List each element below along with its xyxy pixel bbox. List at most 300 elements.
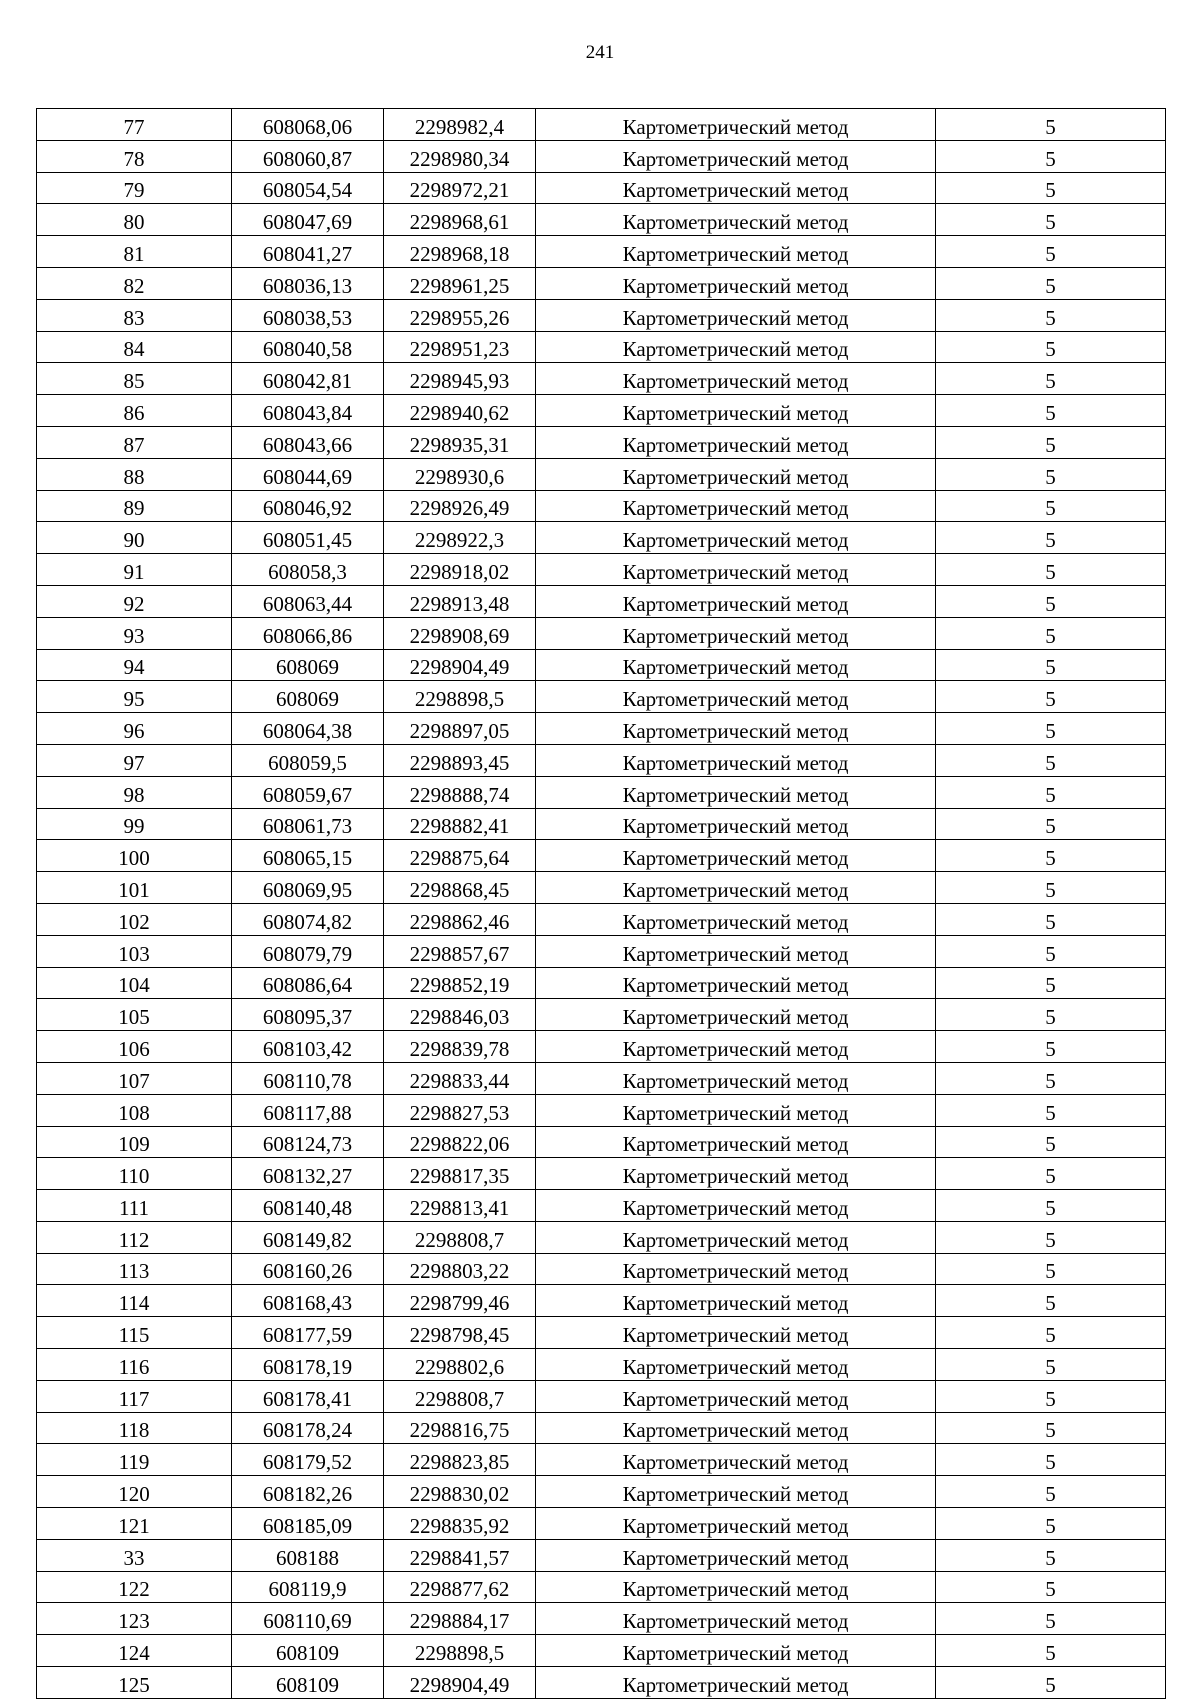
table-row (37, 109, 1166, 141)
table-row (37, 1126, 1166, 1158)
accuracy-cell: 5 (936, 1031, 1166, 1063)
x-coordinate-cell: 608160,26 (232, 1253, 384, 1285)
x-coordinate-cell: 608038,53 (232, 299, 384, 331)
accuracy-cell: 5 (936, 267, 1166, 299)
x-coordinate-cell: 608043,66 (232, 426, 384, 458)
accuracy-cell: 5 (936, 109, 1166, 141)
table-row (37, 903, 1166, 935)
accuracy-cell: 5 (936, 1667, 1166, 1699)
method-cell: Картометрический метод (536, 109, 936, 141)
accuracy-cell: 5 (936, 1571, 1166, 1603)
y-coordinate-cell: 2298877,62 (384, 1571, 536, 1603)
accuracy-cell: 5 (936, 458, 1166, 490)
point-number-cell: 105 (37, 999, 232, 1031)
y-coordinate-cell: 2298913,48 (384, 585, 536, 617)
x-coordinate-cell: 608069 (232, 681, 384, 713)
x-coordinate-cell: 608063,44 (232, 585, 384, 617)
method-cell: Картометрический метод (536, 490, 936, 522)
y-coordinate-cell: 2298823,85 (384, 1444, 536, 1476)
x-coordinate-cell: 608188 (232, 1539, 384, 1571)
x-coordinate-cell: 608074,82 (232, 903, 384, 935)
accuracy-cell: 5 (936, 999, 1166, 1031)
point-number-cell: 125 (37, 1667, 232, 1699)
y-coordinate-cell: 2298980,34 (384, 140, 536, 172)
method-cell: Картометрический метод (536, 1508, 936, 1540)
method-cell: Картометрический метод (536, 1317, 936, 1349)
x-coordinate-cell: 608109 (232, 1667, 384, 1699)
y-coordinate-cell: 2298813,41 (384, 1190, 536, 1222)
method-cell: Картометрический метод (536, 1221, 936, 1253)
table-row (37, 1444, 1166, 1476)
method-cell: Картометрический метод (536, 554, 936, 586)
table-row (37, 967, 1166, 999)
accuracy-cell: 5 (936, 1508, 1166, 1540)
y-coordinate-cell: 2298799,46 (384, 1285, 536, 1317)
accuracy-cell: 5 (936, 681, 1166, 713)
table-row (37, 236, 1166, 268)
point-number-cell: 111 (37, 1190, 232, 1222)
x-coordinate-cell: 608061,73 (232, 808, 384, 840)
x-coordinate-cell: 608182,26 (232, 1476, 384, 1508)
method-cell: Картометрический метод (536, 872, 936, 904)
y-coordinate-cell: 2298940,62 (384, 395, 536, 427)
point-number-cell: 113 (37, 1253, 232, 1285)
table-row (37, 1031, 1166, 1063)
method-cell: Картометрический метод (536, 1635, 936, 1667)
x-coordinate-cell: 608059,5 (232, 744, 384, 776)
method-cell: Картометрический метод (536, 1667, 936, 1699)
x-coordinate-cell: 608177,59 (232, 1317, 384, 1349)
table-row (37, 1603, 1166, 1635)
x-coordinate-cell: 608168,43 (232, 1285, 384, 1317)
x-coordinate-cell: 608086,64 (232, 967, 384, 999)
accuracy-cell: 5 (936, 1221, 1166, 1253)
x-coordinate-cell: 608079,79 (232, 935, 384, 967)
table-row (37, 395, 1166, 427)
accuracy-cell: 5 (936, 649, 1166, 681)
method-cell: Картометрический метод (536, 1158, 936, 1190)
y-coordinate-cell: 2298816,75 (384, 1412, 536, 1444)
x-coordinate-cell: 608069,95 (232, 872, 384, 904)
x-coordinate-cell: 608059,67 (232, 776, 384, 808)
point-number-cell: 77 (37, 109, 232, 141)
y-coordinate-cell: 2298908,69 (384, 617, 536, 649)
point-number-cell: 120 (37, 1476, 232, 1508)
table-row (37, 1221, 1166, 1253)
point-number-cell: 97 (37, 744, 232, 776)
point-number-cell: 115 (37, 1317, 232, 1349)
y-coordinate-cell: 2298868,45 (384, 872, 536, 904)
y-coordinate-cell: 2298897,05 (384, 713, 536, 745)
point-number-cell: 81 (37, 236, 232, 268)
y-coordinate-cell: 2298802,6 (384, 1349, 536, 1381)
accuracy-cell: 5 (936, 236, 1166, 268)
point-number-cell: 103 (37, 935, 232, 967)
table-row (37, 172, 1166, 204)
table-row (37, 426, 1166, 458)
method-cell: Картометрический метод (536, 585, 936, 617)
x-coordinate-cell: 608103,42 (232, 1031, 384, 1063)
x-coordinate-cell: 608064,38 (232, 713, 384, 745)
point-number-cell: 117 (37, 1380, 232, 1412)
table-row (37, 776, 1166, 808)
accuracy-cell: 5 (936, 395, 1166, 427)
x-coordinate-cell: 608044,69 (232, 458, 384, 490)
table-row (37, 999, 1166, 1031)
y-coordinate-cell: 2298888,74 (384, 776, 536, 808)
method-cell: Картометрический метод (536, 776, 936, 808)
x-coordinate-cell: 608069 (232, 649, 384, 681)
x-coordinate-cell: 608117,88 (232, 1094, 384, 1126)
point-number-cell: 91 (37, 554, 232, 586)
accuracy-cell: 5 (936, 1380, 1166, 1412)
method-cell: Картометрический метод (536, 1476, 936, 1508)
table-row (37, 1094, 1166, 1126)
y-coordinate-cell: 2298839,78 (384, 1031, 536, 1063)
method-cell: Картометрический метод (536, 140, 936, 172)
table-row (37, 1667, 1166, 1699)
y-coordinate-cell: 2298835,92 (384, 1508, 536, 1540)
coordinates-table-body (37, 109, 1166, 1699)
point-number-cell: 112 (37, 1221, 232, 1253)
y-coordinate-cell: 2298808,7 (384, 1221, 536, 1253)
accuracy-cell: 5 (936, 1412, 1166, 1444)
y-coordinate-cell: 2298830,02 (384, 1476, 536, 1508)
y-coordinate-cell: 2298898,5 (384, 681, 536, 713)
accuracy-cell: 5 (936, 1158, 1166, 1190)
x-coordinate-cell: 608065,15 (232, 840, 384, 872)
point-number-cell: 106 (37, 1031, 232, 1063)
accuracy-cell: 5 (936, 935, 1166, 967)
x-coordinate-cell: 608185,09 (232, 1508, 384, 1540)
point-number-cell: 121 (37, 1508, 232, 1540)
accuracy-cell: 5 (936, 140, 1166, 172)
accuracy-cell: 5 (936, 204, 1166, 236)
accuracy-cell: 5 (936, 490, 1166, 522)
table-row (37, 1285, 1166, 1317)
table-row (37, 267, 1166, 299)
y-coordinate-cell: 2298884,17 (384, 1603, 536, 1635)
method-cell: Картометрический метод (536, 331, 936, 363)
method-cell: Картометрический метод (536, 267, 936, 299)
method-cell: Картометрический метод (536, 649, 936, 681)
method-cell: Картометрический метод (536, 617, 936, 649)
table-row (37, 713, 1166, 745)
point-number-cell: 100 (37, 840, 232, 872)
y-coordinate-cell: 2298951,23 (384, 331, 536, 363)
accuracy-cell: 5 (936, 1444, 1166, 1476)
y-coordinate-cell: 2298935,31 (384, 426, 536, 458)
table-row (37, 1539, 1166, 1571)
point-number-cell: 92 (37, 585, 232, 617)
x-coordinate-cell: 608110,69 (232, 1603, 384, 1635)
method-cell: Картометрический метод (536, 935, 936, 967)
accuracy-cell: 5 (936, 331, 1166, 363)
method-cell: Картометрический метод (536, 1539, 936, 1571)
x-coordinate-cell: 608119,9 (232, 1571, 384, 1603)
point-number-cell: 84 (37, 331, 232, 363)
x-coordinate-cell: 608068,06 (232, 109, 384, 141)
table-row (37, 1253, 1166, 1285)
point-number-cell: 109 (37, 1126, 232, 1158)
table-row (37, 1476, 1166, 1508)
point-number-cell: 116 (37, 1349, 232, 1381)
y-coordinate-cell: 2298817,35 (384, 1158, 536, 1190)
point-number-cell: 90 (37, 522, 232, 554)
x-coordinate-cell: 608036,13 (232, 267, 384, 299)
x-coordinate-cell: 608132,27 (232, 1158, 384, 1190)
accuracy-cell: 5 (936, 808, 1166, 840)
method-cell: Картометрический метод (536, 999, 936, 1031)
x-coordinate-cell: 608149,82 (232, 1221, 384, 1253)
method-cell: Картометрический метод (536, 1031, 936, 1063)
accuracy-cell: 5 (936, 1126, 1166, 1158)
method-cell: Картометрический метод (536, 1253, 936, 1285)
accuracy-cell: 5 (936, 872, 1166, 904)
x-coordinate-cell: 608066,86 (232, 617, 384, 649)
y-coordinate-cell: 2298808,7 (384, 1380, 536, 1412)
accuracy-cell: 5 (936, 713, 1166, 745)
accuracy-cell: 5 (936, 1190, 1166, 1222)
table-row (37, 935, 1166, 967)
table-row (37, 1508, 1166, 1540)
page-number: 241 (585, 42, 615, 63)
x-coordinate-cell: 608046,92 (232, 490, 384, 522)
accuracy-cell: 5 (936, 776, 1166, 808)
x-coordinate-cell: 608051,45 (232, 522, 384, 554)
point-number-cell: 102 (37, 903, 232, 935)
point-number-cell: 118 (37, 1412, 232, 1444)
y-coordinate-cell: 2298857,67 (384, 935, 536, 967)
accuracy-cell: 5 (936, 1635, 1166, 1667)
method-cell: Картометрический метод (536, 681, 936, 713)
y-coordinate-cell: 2298798,45 (384, 1317, 536, 1349)
accuracy-cell: 5 (936, 299, 1166, 331)
point-number-cell: 99 (37, 808, 232, 840)
table-row (37, 872, 1166, 904)
y-coordinate-cell: 2298904,49 (384, 649, 536, 681)
point-number-cell: 87 (37, 426, 232, 458)
y-coordinate-cell: 2298955,26 (384, 299, 536, 331)
x-coordinate-cell: 608124,73 (232, 1126, 384, 1158)
method-cell: Картометрический метод (536, 522, 936, 554)
point-number-cell: 119 (37, 1444, 232, 1476)
table-row (37, 649, 1166, 681)
table-row (37, 1571, 1166, 1603)
point-number-cell: 110 (37, 1158, 232, 1190)
table-row (37, 1190, 1166, 1222)
y-coordinate-cell: 2298841,57 (384, 1539, 536, 1571)
accuracy-cell: 5 (936, 1476, 1166, 1508)
y-coordinate-cell: 2298882,41 (384, 808, 536, 840)
y-coordinate-cell: 2298852,19 (384, 967, 536, 999)
point-number-cell: 114 (37, 1285, 232, 1317)
point-number-cell: 80 (37, 204, 232, 236)
table-row (37, 681, 1166, 713)
method-cell: Картометрический метод (536, 363, 936, 395)
y-coordinate-cell: 2298833,44 (384, 1062, 536, 1094)
method-cell: Картометрический метод (536, 1444, 936, 1476)
y-coordinate-cell: 2298982,4 (384, 109, 536, 141)
x-coordinate-cell: 608060,87 (232, 140, 384, 172)
y-coordinate-cell: 2298862,46 (384, 903, 536, 935)
y-coordinate-cell: 2298803,22 (384, 1253, 536, 1285)
x-coordinate-cell: 608140,48 (232, 1190, 384, 1222)
accuracy-cell: 5 (936, 1253, 1166, 1285)
y-coordinate-cell: 2298968,18 (384, 236, 536, 268)
x-coordinate-cell: 608178,19 (232, 1349, 384, 1381)
method-cell: Картометрический метод (536, 395, 936, 427)
method-cell: Картометрический метод (536, 1349, 936, 1381)
method-cell: Картометрический метод (536, 840, 936, 872)
y-coordinate-cell: 2298972,21 (384, 172, 536, 204)
accuracy-cell: 5 (936, 1285, 1166, 1317)
accuracy-cell: 5 (936, 554, 1166, 586)
x-coordinate-cell: 608178,41 (232, 1380, 384, 1412)
y-coordinate-cell: 2298898,5 (384, 1635, 536, 1667)
table-row (37, 744, 1166, 776)
method-cell: Картометрический метод (536, 713, 936, 745)
accuracy-cell: 5 (936, 363, 1166, 395)
accuracy-cell: 5 (936, 1062, 1166, 1094)
table-row (37, 840, 1166, 872)
accuracy-cell: 5 (936, 522, 1166, 554)
method-cell: Картометрический метод (536, 1603, 936, 1635)
table-row (37, 617, 1166, 649)
point-number-cell: 104 (37, 967, 232, 999)
point-number-cell: 101 (37, 872, 232, 904)
x-coordinate-cell: 608047,69 (232, 204, 384, 236)
method-cell: Картометрический метод (536, 172, 936, 204)
method-cell: Картометрический метод (536, 236, 936, 268)
x-coordinate-cell: 608054,54 (232, 172, 384, 204)
x-coordinate-cell: 608178,24 (232, 1412, 384, 1444)
point-number-cell: 122 (37, 1571, 232, 1603)
point-number-cell: 78 (37, 140, 232, 172)
accuracy-cell: 5 (936, 840, 1166, 872)
method-cell: Картометрический метод (536, 903, 936, 935)
method-cell: Картометрический метод (536, 1094, 936, 1126)
table-row (37, 140, 1166, 172)
point-number-cell: 94 (37, 649, 232, 681)
point-number-cell: 123 (37, 1603, 232, 1635)
table-row (37, 299, 1166, 331)
point-number-cell: 85 (37, 363, 232, 395)
accuracy-cell: 5 (936, 1317, 1166, 1349)
accuracy-cell: 5 (936, 585, 1166, 617)
x-coordinate-cell: 608043,84 (232, 395, 384, 427)
table-row (37, 1349, 1166, 1381)
method-cell: Картометрический метод (536, 1190, 936, 1222)
coordinates-table (36, 108, 1166, 1699)
method-cell: Картометрический метод (536, 808, 936, 840)
point-number-cell: 98 (37, 776, 232, 808)
table-row (37, 1412, 1166, 1444)
table-row (37, 204, 1166, 236)
table-row (37, 585, 1166, 617)
method-cell: Картометрический метод (536, 458, 936, 490)
table-row (37, 331, 1166, 363)
x-coordinate-cell: 608041,27 (232, 236, 384, 268)
y-coordinate-cell: 2298875,64 (384, 840, 536, 872)
y-coordinate-cell: 2298893,45 (384, 744, 536, 776)
point-number-cell: 124 (37, 1635, 232, 1667)
accuracy-cell: 5 (936, 1539, 1166, 1571)
x-coordinate-cell: 608058,3 (232, 554, 384, 586)
table-row (37, 808, 1166, 840)
y-coordinate-cell: 2298827,53 (384, 1094, 536, 1126)
table-row (37, 1062, 1166, 1094)
point-number-cell: 33 (37, 1539, 232, 1571)
point-number-cell: 86 (37, 395, 232, 427)
point-number-cell: 108 (37, 1094, 232, 1126)
y-coordinate-cell: 2298918,02 (384, 554, 536, 586)
y-coordinate-cell: 2298922,3 (384, 522, 536, 554)
point-number-cell: 107 (37, 1062, 232, 1094)
method-cell: Картометрический метод (536, 426, 936, 458)
point-number-cell: 88 (37, 458, 232, 490)
method-cell: Картометрический метод (536, 1412, 936, 1444)
y-coordinate-cell: 2298822,06 (384, 1126, 536, 1158)
method-cell: Картометрический метод (536, 1571, 936, 1603)
y-coordinate-cell: 2298846,03 (384, 999, 536, 1031)
y-coordinate-cell: 2298945,93 (384, 363, 536, 395)
point-number-cell: 95 (37, 681, 232, 713)
point-number-cell: 96 (37, 713, 232, 745)
x-coordinate-cell: 608042,81 (232, 363, 384, 395)
x-coordinate-cell: 608040,58 (232, 331, 384, 363)
y-coordinate-cell: 2298961,25 (384, 267, 536, 299)
accuracy-cell: 5 (936, 1603, 1166, 1635)
method-cell: Картометрический метод (536, 744, 936, 776)
table-row (37, 1635, 1166, 1667)
accuracy-cell: 5 (936, 426, 1166, 458)
point-number-cell: 79 (37, 172, 232, 204)
table-row (37, 458, 1166, 490)
method-cell: Картометрический метод (536, 299, 936, 331)
point-number-cell: 82 (37, 267, 232, 299)
accuracy-cell: 5 (936, 744, 1166, 776)
table-row (37, 554, 1166, 586)
y-coordinate-cell: 2298968,61 (384, 204, 536, 236)
accuracy-cell: 5 (936, 1094, 1166, 1126)
table-row (37, 363, 1166, 395)
method-cell: Картометрический метод (536, 1062, 936, 1094)
y-coordinate-cell: 2298904,49 (384, 1667, 536, 1699)
x-coordinate-cell: 608109 (232, 1635, 384, 1667)
table-row (37, 490, 1166, 522)
accuracy-cell: 5 (936, 1349, 1166, 1381)
table-row (37, 1158, 1166, 1190)
x-coordinate-cell: 608179,52 (232, 1444, 384, 1476)
method-cell: Картометрический метод (536, 1126, 936, 1158)
method-cell: Картометрический метод (536, 1380, 936, 1412)
table-row (37, 1380, 1166, 1412)
x-coordinate-cell: 608095,37 (232, 999, 384, 1031)
y-coordinate-cell: 2298926,49 (384, 490, 536, 522)
point-number-cell: 89 (37, 490, 232, 522)
point-number-cell: 83 (37, 299, 232, 331)
method-cell: Картометрический метод (536, 967, 936, 999)
accuracy-cell: 5 (936, 903, 1166, 935)
accuracy-cell: 5 (936, 172, 1166, 204)
method-cell: Картометрический метод (536, 204, 936, 236)
accuracy-cell: 5 (936, 967, 1166, 999)
accuracy-cell: 5 (936, 617, 1166, 649)
table-row (37, 1317, 1166, 1349)
table-row (37, 522, 1166, 554)
point-number-cell: 93 (37, 617, 232, 649)
